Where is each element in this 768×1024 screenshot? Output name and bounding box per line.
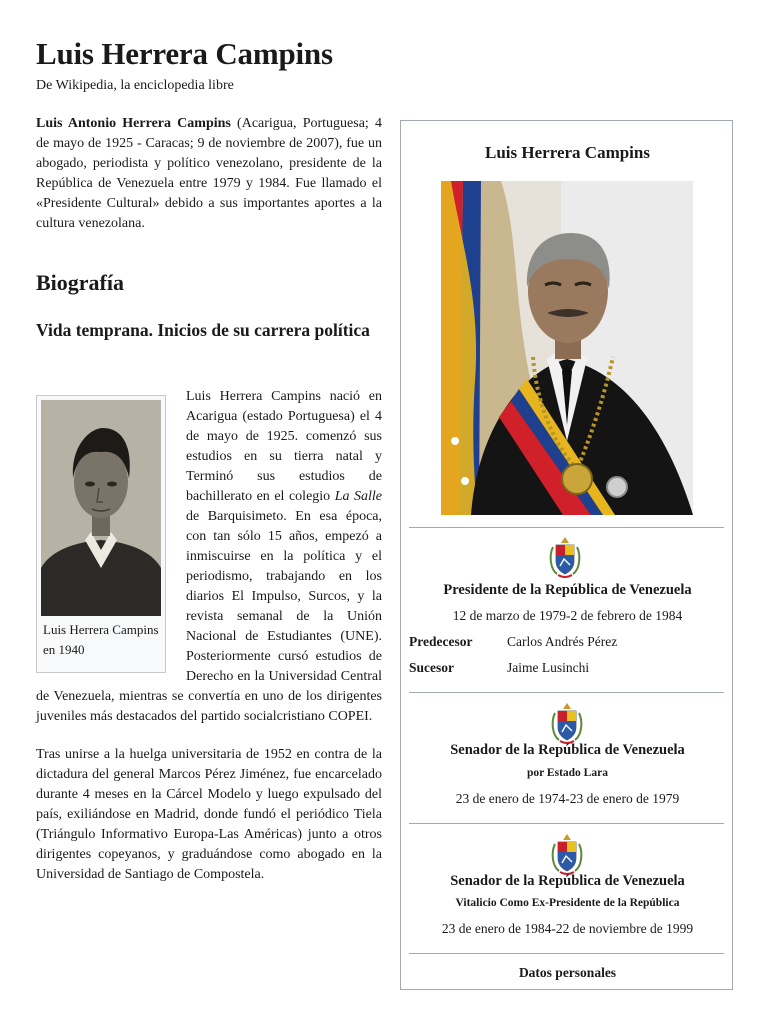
infobox-separator xyxy=(409,692,724,693)
intro-text: (Acarigua, Portuguesa; 4 de mayo de 1925 - Caracas; 9 de noviembre de 2007), fue un abogado, periodista y político venezolano, presidente de la República de Venezuela entre 1979 y 1984. Fue llamado el «Presidente Cultural» debido a sus importantes aportes a la cultura venezolana. xyxy=(36,116,382,231)
biography-body xyxy=(36,387,382,885)
personal-data-header: Datos personales xyxy=(518,965,617,980)
photo-caption: Luis Herrera Campins en 1940 xyxy=(43,622,159,657)
page-title: Luis Herrera Campins xyxy=(36,36,333,71)
office-subtitle-senator-vitalicio: Vitalicio Como Ex-Presidente de la República xyxy=(455,897,680,909)
intro-bold-name: Luis Antonio Herrera Campins xyxy=(36,116,231,131)
page-subtitle: De Wikipedia, la enciclopedia libre xyxy=(36,78,234,93)
infobox-separator xyxy=(409,953,724,954)
infobox-title: Luis Herrera Campins xyxy=(485,143,650,162)
successor-link[interactable]: Jaime Lusinchi xyxy=(507,660,590,675)
president-portrait-photo[interactable] xyxy=(441,181,693,515)
young-portrait-photo[interactable] xyxy=(41,400,161,616)
office-dates-senator-vitalicio: 23 de enero de 1984-22 de noviembre de 1999 xyxy=(441,921,694,936)
thumbnail-frame[interactable] xyxy=(36,395,166,673)
intro-paragraph xyxy=(36,114,382,234)
section-heading-biografia: Biografía xyxy=(36,270,124,295)
office-title-senator-lara: Senador de la República de Venezuela xyxy=(450,742,685,758)
bio-text-italic: La Salle xyxy=(334,489,383,504)
office-title-senator-vitalicio: Senador de la República de Venezuela xyxy=(450,873,685,889)
infobox-separator xyxy=(409,527,724,528)
coat-of-arms-icon xyxy=(549,701,585,745)
predecessor-label: Predecesor xyxy=(409,634,473,649)
coat-of-arms-icon xyxy=(549,832,585,876)
office-subtitle-senator-lara: por Estado Lara xyxy=(527,767,608,779)
office-title-president: Presidente de la República de Venezuela xyxy=(443,582,692,598)
bio-text-1a: Luis Herrera Campins nació en Acarigua (estado Portuguesa) el 4 de mayo de 1925. comenzó sus estudios en su tierra natal y Terminó sus estudios de bachillerato en el colegio xyxy=(186,389,382,504)
infobox xyxy=(400,120,733,990)
biography-paragraph-2: Tras unirse a la huelga universitaria de 1952 en contra de la dictadura del general Marcos Pérez Jiménez, fue encarcelado durante 4 meses en la Cárcel Modelo y luego expulsado del país, exiliándose en Madrid, donde fundó el periódico Tiela (Triángulo Informativo Europa-Las Américas) junto a otros dirigentes copeyanos, y graduándose como abogado en la Universidad de Santiago de Compostela. xyxy=(36,747,382,882)
subsection-heading: Vida temprana. Inicios de su carrera política xyxy=(36,320,370,340)
office-dates-senator-lara: 23 de enero de 1974-23 de enero de 1979 xyxy=(455,791,680,806)
successor-label: Sucesor xyxy=(409,660,454,675)
coat-of-arms-icon xyxy=(547,535,583,579)
office-dates-president: 12 de marzo de 1979-2 de febrero de 1984 xyxy=(452,608,683,623)
bio-text-1b: de Barquisimeto. En esa época, con tan sólo 15 años, empezó a inmiscuirse en la política y el periodismo, trabajando en los diarios El Impulso, Surcos, y la revista semanal de la Unión Nacional de Estudiantes (UNE). Posteriormente cursó estudios de Derecho en la Universidad Central de Venezuela, mientras se convertía en uno de los dirigentes juveniles más destacados del partido socialcristiano COPEI. xyxy=(36,509,382,724)
predecessor-link[interactable]: Carlos Andrés Pérez xyxy=(507,634,618,649)
infobox-separator xyxy=(409,823,724,824)
